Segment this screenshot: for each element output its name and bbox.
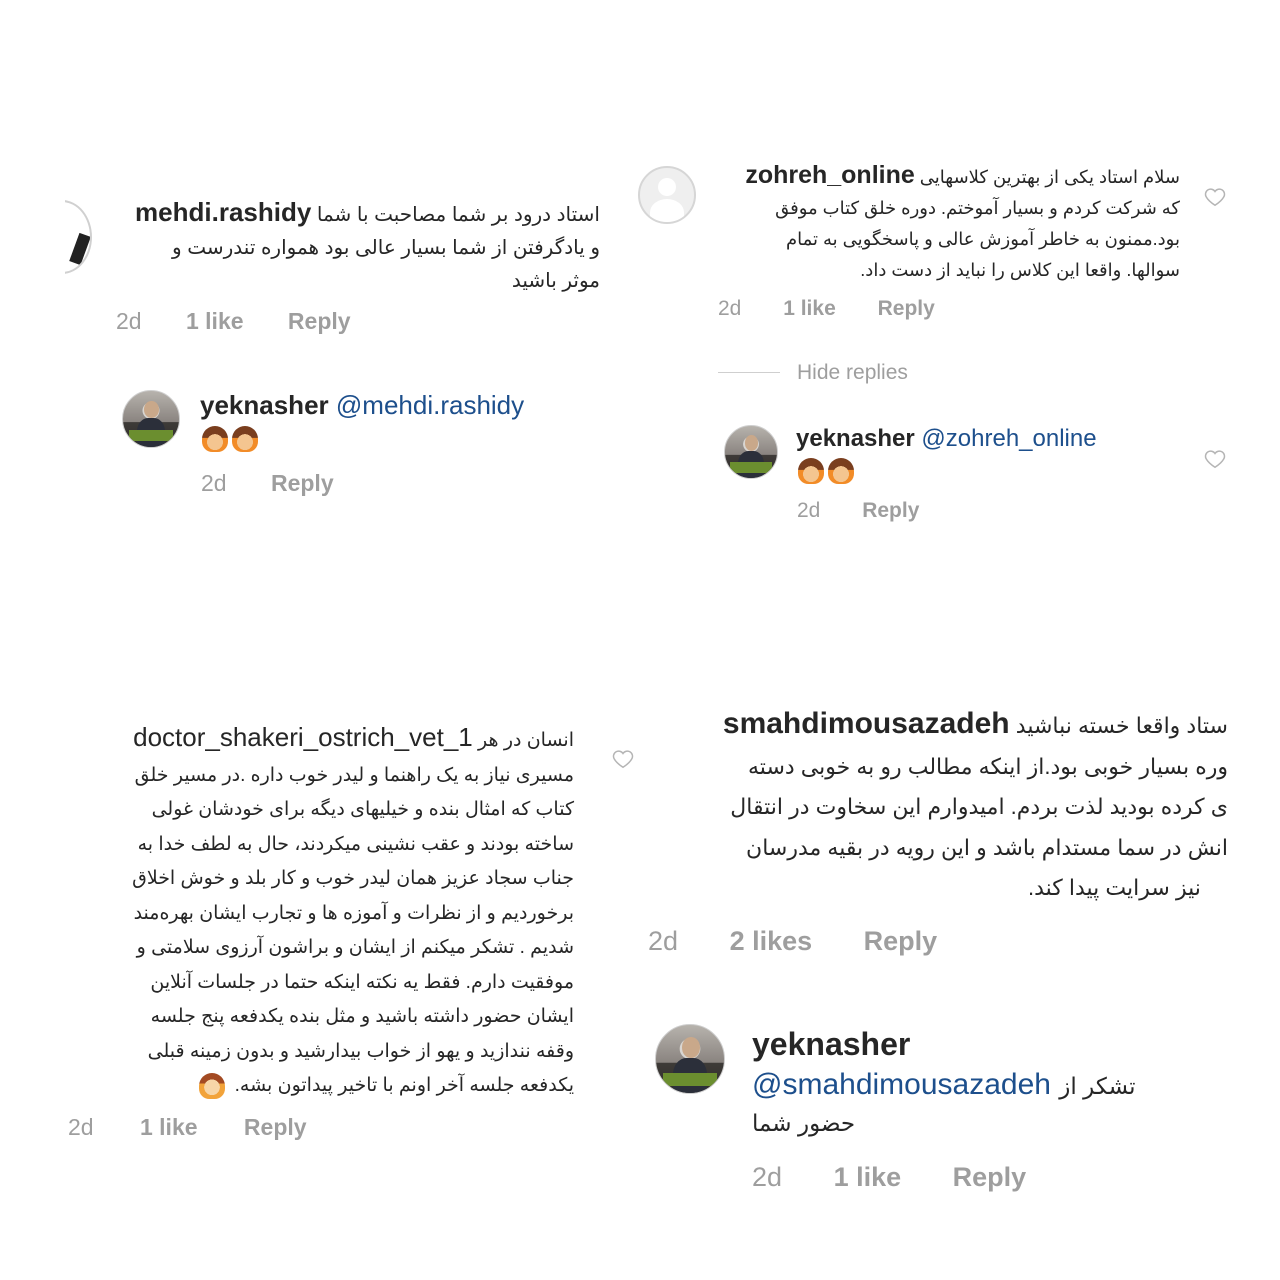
avatar-silhouette-head-icon <box>658 178 676 196</box>
replier-avatar[interactable] <box>724 425 778 479</box>
comment-username[interactable]: smahdimousazadeh <box>722 707 1010 740</box>
comment-time: 2d <box>68 1114 94 1140</box>
comment-text-line: ستاد واقعا خسته نباشید <box>1015 713 1228 738</box>
person-bowing-emoji <box>232 426 258 452</box>
comment-username[interactable]: doctor_shakeri_ostrich_vet_1 <box>133 722 473 752</box>
avatar-desk-icon <box>129 430 174 441</box>
reply-likes[interactable]: 1 like <box>833 1162 902 1192</box>
reply-username[interactable]: yeknasher <box>796 425 915 452</box>
comment-text-line: سوالها. واقعا این کلاس را نباید از دست داد. <box>860 260 1180 280</box>
comment-text-line: موفقیت دارم. فقط یه نکته اینکه حتما در جلسات آنلاین <box>150 971 574 993</box>
comment-time: 2d <box>718 297 742 320</box>
reply-meta <box>752 1162 1026 1193</box>
reply-meta <box>201 470 334 497</box>
comment-text-line: انسان در هر <box>478 730 574 751</box>
comment-text-line: استاد درود بر شما مصاحبت با شما <box>316 204 600 226</box>
reply-meta <box>797 499 919 523</box>
reply-text-line <box>752 1068 1136 1102</box>
comment-username[interactable]: zohreh_online <box>745 161 915 189</box>
reply-emojis <box>202 426 262 452</box>
reply-time: 2d <box>752 1162 783 1192</box>
reply-text: تشکر از <box>1059 1073 1136 1099</box>
comment-meta <box>718 297 935 321</box>
avatar-desk-icon <box>730 462 772 472</box>
reply-button[interactable]: Reply <box>952 1162 1027 1192</box>
person-bowing-emoji <box>202 426 228 452</box>
reply-username[interactable]: yeknasher <box>752 1026 911 1062</box>
comment-text-line: بود.ممنون به خاطر آموزش عالی و پاسخگویی به تمام <box>785 229 1180 249</box>
comment-likes[interactable]: 1 like <box>783 297 836 320</box>
comment-body <box>718 160 1180 286</box>
comment-text-line: سلام استاد یکی از بهترین کلاسهایی <box>919 167 1180 187</box>
comment-text-line: وقفه نندازید و یهو از خواب بیدارشید و بدون زمینه قبلی <box>147 1040 574 1062</box>
reply-header <box>200 390 524 421</box>
comment-text-line: انش در سما مستدام باشد و این رویه در بقیه مدرسان <box>746 834 1228 860</box>
comment-text-line: کتاب که امثال بنده و خیلیهای دیگه برای خودشان غولی <box>151 799 574 820</box>
comment-text-line: ی کرده بودید لذت بردم. امیدوارم این سخاوت در انتقال <box>730 794 1228 819</box>
person-bowing-emoji <box>798 458 824 484</box>
panel-bottom-left <box>0 640 620 1280</box>
reply-button[interactable]: Reply <box>243 1114 307 1140</box>
comment-body <box>648 704 1228 909</box>
comment-body <box>110 196 600 298</box>
reply-mention[interactable]: @smahdimousazadeh <box>752 1068 1051 1101</box>
replier-avatar[interactable] <box>122 390 180 448</box>
reply-time: 2d <box>797 499 821 522</box>
panel-top-right <box>620 0 1280 620</box>
comment-meta <box>648 926 937 957</box>
avatar-figure-icon <box>69 233 91 265</box>
comment-text-line: ایشان حضور داشته باشید و مثل بنده یکدفعه پنج جلسه <box>150 1006 574 1027</box>
reply-button[interactable]: Reply <box>877 297 935 320</box>
panel-bottom-right <box>600 640 1280 1280</box>
comment-text-line: شدیم . تشکر میکنم از ایشان و براشون آرزوی سلامتی و <box>136 937 574 958</box>
comment-body <box>66 720 574 1104</box>
comment-time: 2d <box>648 926 679 956</box>
comment-text-line: ساخته بودند و عقب نشینی میکردند، حال به لطف خدا به <box>137 833 574 855</box>
avatar-desk-icon <box>663 1073 717 1087</box>
comment-text-line: وره بسیار خوبی بود.از اینکه مطالب رو به خوبی دسته <box>748 753 1228 779</box>
comment-meta <box>116 308 351 335</box>
replier-avatar[interactable] <box>655 1024 725 1094</box>
avatar-head-icon <box>745 435 759 451</box>
avatar-head-icon <box>682 1037 700 1057</box>
reply-mention[interactable]: @zohreh_online <box>921 425 1097 452</box>
comment-text-line: یکدفعه جلسه آخر اونم با تاخیر پیداتون بشه. <box>234 1075 574 1096</box>
person-bowing-emoji <box>199 1073 225 1099</box>
reply-emojis <box>798 458 858 484</box>
commenter-avatar[interactable] <box>638 166 696 224</box>
comment-text-line: و یادگرفتن از شما بسیار عالی بود همواره تندرست و <box>172 237 600 259</box>
hide-replies-button[interactable]: Hide replies <box>797 361 908 384</box>
comment-time: 2d <box>116 308 142 334</box>
heart-outline-icon[interactable] <box>612 748 634 770</box>
comment-likes[interactable]: 1 like <box>185 308 244 334</box>
comment-text-line: مسیری نیاز به یک راهنما و لیدر خوب داره .در مسیر خلق <box>134 764 574 786</box>
comment-text-line: جناب سجاد عزیز همان لیدر خوب و کار بلد و خوش اخلاق <box>132 868 574 889</box>
comment-likes[interactable]: 2 likes <box>729 926 813 956</box>
comment-username[interactable]: mehdi.rashidy <box>135 197 312 227</box>
reply-button[interactable]: Reply <box>862 499 920 522</box>
panel-top-left <box>0 0 620 620</box>
reply-mention[interactable]: @mehdi.rashidy <box>335 390 525 420</box>
heart-outline-icon[interactable] <box>1204 448 1226 470</box>
person-bowing-emoji <box>828 458 854 484</box>
heart-outline-icon[interactable] <box>1204 186 1226 208</box>
comment-text-line: برخوردیم و از نظرات و آموزه ها و تجارب ایشان بهره‌مند <box>133 902 574 924</box>
avatar-head-icon <box>144 401 159 418</box>
reply-username[interactable]: yeknasher <box>200 390 329 420</box>
comment-text-line: که شرکت کردم و بسیار آموختم. دوره خلق کتاب موفق <box>775 198 1180 218</box>
reply-time: 2d <box>201 470 227 496</box>
reply-button[interactable]: Reply <box>863 926 938 956</box>
reply-text-line: حضور شما <box>752 1110 856 1136</box>
hide-replies-divider <box>718 372 780 373</box>
reply-button[interactable]: Reply <box>270 470 334 496</box>
comment-text-line: نیز سرایت پیدا کند. <box>1028 875 1201 900</box>
commenter-avatar[interactable] <box>32 200 92 274</box>
reply-header <box>796 425 1097 453</box>
comment-meta <box>68 1114 307 1141</box>
avatar-silhouette-body-icon <box>650 199 685 224</box>
comment-likes[interactable]: 1 like <box>139 1114 198 1140</box>
reply-button[interactable]: Reply <box>287 308 351 334</box>
comment-text-line: موثر باشید <box>511 270 600 292</box>
